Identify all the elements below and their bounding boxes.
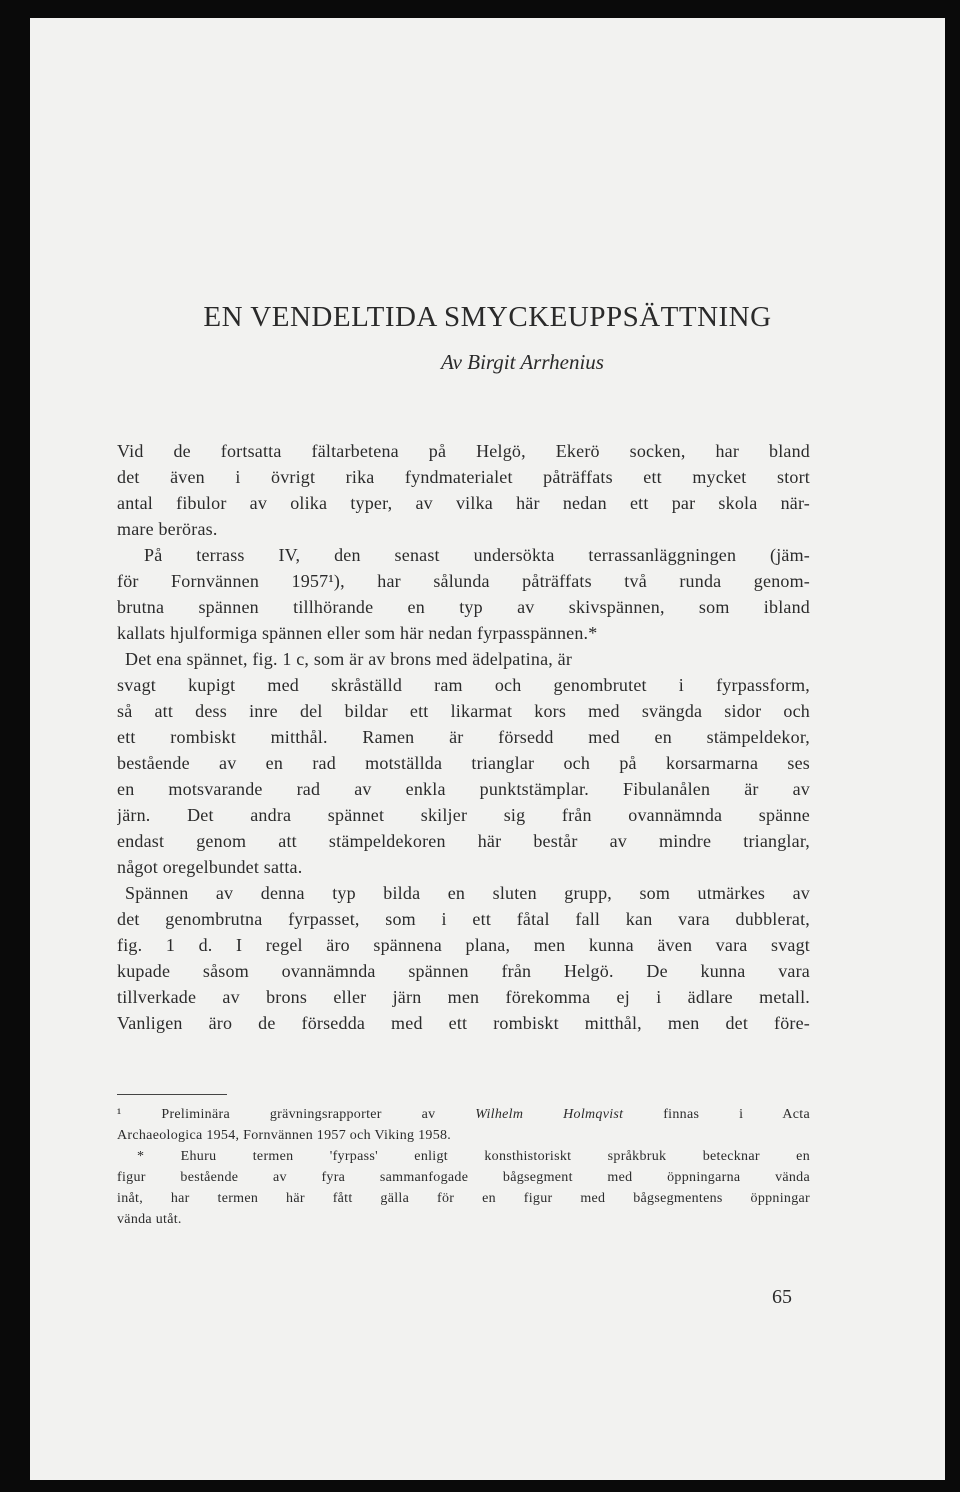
body-line: kallats hjulformiga spännen eller som här nedan fyrpasspännen.*	[117, 623, 598, 643]
footnote-2-line: figur bestående av fyra sammanfogade bågsegment med öppningarna vända	[117, 1170, 810, 1185]
footnote-2-line: inåt, har termen här fått gälla för en figur med bågsegmentens öppningar	[117, 1191, 810, 1206]
article-title: EN VENDELTIDA SMYCKEUPPSÄTTNING	[203, 301, 772, 334]
body-line: kupade såsom ovannämnda spännen från Helgö. De kunna vara	[117, 961, 810, 981]
document-page	[30, 18, 945, 1480]
body-line: tillverkade av brons eller järn men förekomma ej i ädlare metall.	[117, 987, 810, 1007]
footnote-1-line: Archaeologica 1954, Fornvännen 1957 och Viking 1958.	[117, 1128, 452, 1143]
body-line: Vanligen äro de försedda med ett rombiskt mitthål, men det före-	[117, 1013, 810, 1033]
body-line: järn. Det andra spännet skiljer sig från ovannämnda spänne	[117, 805, 810, 825]
body-line: Spännen av denna typ bilda en sluten grupp, som utmärkes av	[125, 883, 810, 903]
body-line: Vid de fortsatta fältarbetena på Helgö, Ekerö socken, har bland	[117, 441, 810, 461]
body-line: en motsvarande rad av enkla punktstämplar. Fibulanålen är av	[117, 779, 810, 799]
footnote-1-text: finnas i Acta	[623, 1107, 810, 1122]
body-line: bestående av en rad motställda trianglar och på korsarmarna ses	[117, 753, 810, 773]
body-line: ett rombiskt mitthål. Ramen är försedd med en stämpeldekor,	[117, 727, 810, 747]
footnote-2-line: vända utåt.	[117, 1212, 182, 1227]
body-line: mare beröras.	[117, 519, 218, 539]
footnote-1-author: Wilhelm Holmqvist	[475, 1107, 624, 1122]
footnote-2-line: * Ehuru termen 'fyrpass' enligt konsthistoriskt språkbruk betecknar en	[137, 1149, 810, 1164]
body-line: det genombrutna fyrpasset, som i ett fåtal fall kan vara dubblerat,	[117, 909, 810, 929]
body-line: fig. 1 d. I regel äro spännena plana, men kunna även vara svagt	[117, 935, 810, 955]
body-line: På terrass IV, den senast undersökta terrassanläggningen (jäm-	[144, 545, 810, 565]
footnotes	[117, 1104, 810, 1230]
body-line: endast genom att stämpeldekoren här består av mindre trianglar,	[117, 831, 810, 851]
article-body	[117, 438, 810, 1036]
body-line: så att dess inre del bildar ett likarmat kors med svängda sidor och	[117, 701, 810, 721]
author-byline: Av Birgit Arrhenius	[441, 350, 604, 374]
footnote-1-line	[117, 1104, 810, 1125]
footnote-1-text: ¹ Preliminära grävningsrapporter av	[117, 1107, 476, 1122]
page-number: 65	[772, 1286, 792, 1308]
body-line: brutna spännen tillhörande en typ av skivspännen, som ibland	[117, 597, 810, 617]
body-line: Det ena spännet, fig. 1 c, som är av brons med ädelpatina, är	[125, 649, 573, 669]
body-line: antal fibulor av olika typer, av vilka här nedan ett par skola när-	[117, 493, 810, 513]
body-line: det även i övrigt rika fyndmaterialet påträffats ett mycket stort	[117, 467, 810, 487]
body-line: svagt kupigt med skråställd ram och genombrutet i fyrpassform,	[117, 675, 810, 695]
footnote-divider	[117, 1094, 227, 1095]
body-line: något oregelbundet satta.	[117, 857, 303, 877]
body-line: för Fornvännen 1957¹), har sålunda påträffats två runda genom-	[117, 571, 810, 591]
